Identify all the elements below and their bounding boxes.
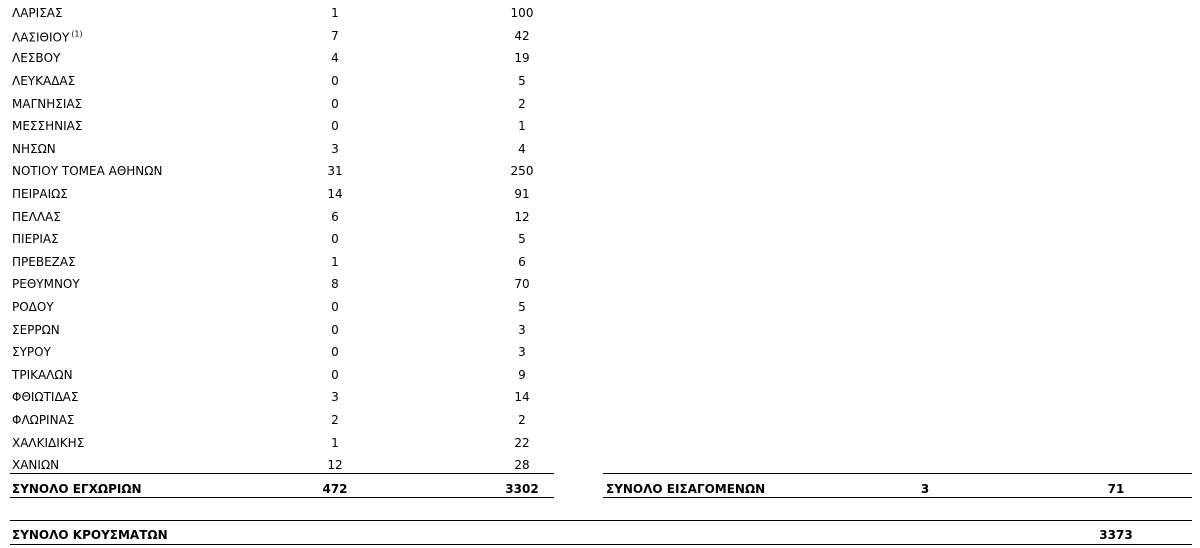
region-name-text: ΛΕΣΒΟΥ (12, 51, 61, 66)
region-cases: 1 (331, 254, 339, 269)
region-name-text: ΧΑΝΙΩΝ (12, 458, 60, 473)
region-cases: 0 (331, 322, 339, 337)
region-name (12, 255, 76, 269)
region-cases: 2 (331, 413, 339, 428)
imported-total-deaths: 71 (1107, 482, 1125, 496)
table-row (0, 138, 600, 161)
region-name-text: ΠΡΕΒΕΖΑΣ (12, 254, 76, 269)
region-deaths: 12 (514, 209, 530, 224)
region-name-text: ΜΑΓΝΗΣΙΑΣ (12, 96, 83, 111)
imported-total-bottom-rule (603, 497, 1192, 498)
table-row (0, 47, 600, 70)
table-row (0, 251, 600, 274)
domestic-total-bottom-rule (10, 497, 554, 498)
region-name-text: ΝΗΣΩΝ (12, 141, 56, 156)
table-row (0, 273, 600, 296)
region-name (12, 413, 74, 427)
table-row (0, 386, 600, 409)
region-cases: 8 (331, 277, 339, 292)
region-cases: 6 (331, 209, 339, 224)
region-name (12, 436, 84, 450)
region-cases: 3 (331, 390, 339, 405)
region-name-text: ΛΕΥΚΑΔΑΣ (12, 74, 76, 89)
region-deaths: 3 (518, 322, 526, 337)
region-name (12, 97, 82, 111)
table-row (0, 160, 600, 183)
table-row (0, 92, 600, 115)
region-deaths: 6 (518, 254, 526, 269)
region-deaths: 28 (514, 458, 530, 473)
region-name (12, 277, 80, 291)
region-cases: 0 (331, 300, 339, 315)
table-row (0, 296, 600, 319)
grand-total-top-rule (10, 520, 1192, 521)
region-deaths: 70 (514, 277, 530, 292)
region-name-text: ΣΥΡΟΥ (12, 345, 51, 360)
region-name (12, 210, 61, 224)
region-deaths: 250 (510, 164, 534, 179)
region-deaths: 5 (518, 74, 526, 89)
table-row (0, 183, 600, 206)
domestic-total-label: ΣΥΝΟΛΟ ΕΓΧΩΡΙΩΝ (12, 482, 142, 496)
region-name-text: ΧΑΛΚΙΔΙΚΗΣ (12, 435, 85, 450)
region-deaths: 4 (518, 141, 526, 156)
region-cases: 0 (331, 232, 339, 247)
grand-total-label: ΣΥΝΟΛΟ ΚΡΟΥΣΜΑΤΩΝ (12, 528, 168, 542)
imported-total-top-rule (603, 473, 1192, 474)
region-deaths: 91 (514, 187, 530, 202)
imported-total-label: ΣΥΝΟΛΟ ΕΙΣΑΓΟΜΕΝΩΝ (606, 482, 766, 496)
imported-total-cases: 3 (920, 482, 930, 496)
region-name-text: ΣΕΡΡΩΝ (12, 322, 60, 337)
region-name (12, 345, 51, 359)
region-cases: 0 (331, 345, 339, 360)
table-row (0, 228, 600, 251)
region-cases: 1 (331, 6, 339, 21)
footnote-marker: (1) (71, 29, 83, 39)
region-cases: 0 (331, 367, 339, 382)
table-row (0, 341, 600, 364)
region-cases: 7 (331, 28, 339, 43)
region-deaths: 3 (518, 345, 526, 360)
grand-total-value: 3373 (1099, 528, 1133, 542)
region-name (12, 51, 60, 65)
region-cases: 0 (331, 96, 339, 111)
region-name-text: ΜΕΣΣΗΝΙΑΣ (12, 119, 83, 134)
region-deaths: 14 (514, 390, 530, 405)
table-row (0, 115, 600, 138)
region-deaths: 9 (518, 367, 526, 382)
region-deaths: 5 (518, 300, 526, 315)
table-row (0, 25, 600, 48)
region-name (12, 119, 82, 133)
region-name (12, 232, 59, 246)
table-row (0, 205, 600, 228)
region-cases: 0 (331, 119, 339, 134)
region-deaths: 19 (514, 51, 530, 66)
domestic-total-deaths: 3302 (505, 482, 539, 496)
region-name-text: ΝΟΤΙΟΥ ΤΟΜΕΑ ΑΘΗΝΩΝ (12, 164, 163, 179)
domestic-total-cases: 472 (322, 482, 348, 496)
domestic-total-top-rule (10, 473, 554, 474)
region-name (12, 368, 73, 382)
region-name (12, 458, 59, 472)
region-name (12, 164, 162, 178)
region-name (12, 300, 54, 314)
region-name-text: ΠΙΕΡΙΑΣ (12, 232, 59, 247)
region-deaths: 1 (518, 119, 526, 134)
region-cases: 31 (327, 164, 343, 179)
region-cases: 12 (327, 458, 343, 473)
table-row (0, 431, 600, 454)
region-cases: 14 (327, 187, 343, 202)
region-cases: 3 (331, 141, 339, 156)
region-deaths: 5 (518, 232, 526, 247)
region-name (12, 390, 78, 404)
table-row (0, 2, 600, 25)
region-cases: 1 (331, 435, 339, 450)
region-name (12, 187, 68, 201)
grand-total-bottom-rule (10, 544, 1192, 545)
region-name-text: ΦΘΙΩΤΙΔΑΣ (12, 390, 79, 405)
region-deaths: 100 (510, 6, 534, 21)
table-row (0, 318, 600, 341)
region-deaths: 2 (518, 96, 526, 111)
region-name-text: ΠΕΙΡΑΙΩΣ (12, 187, 68, 202)
region-deaths: 2 (518, 413, 526, 428)
region-cases: 0 (331, 74, 339, 89)
region-name-text: ΤΡΙΚΑΛΩΝ (12, 367, 73, 382)
table-row (0, 70, 600, 93)
region-name (12, 323, 60, 337)
region-deaths: 22 (514, 435, 530, 450)
region-name (12, 142, 56, 156)
region-name-text: ΡΕΘΥΜΝΟΥ (12, 277, 80, 292)
region-name (12, 6, 63, 20)
table-row (0, 409, 600, 432)
region-name (12, 27, 83, 44)
region-name-text: ΛΑΣΙΘΙΟΥ (12, 30, 70, 45)
region-deaths: 42 (514, 28, 530, 43)
region-name-text: ΦΛΩΡΙΝΑΣ (12, 413, 75, 428)
region-name-text: ΡΟΔΟΥ (12, 300, 54, 315)
region-cases: 4 (331, 51, 339, 66)
region-name-text: ΛΑΡΙΣΑΣ (12, 6, 63, 21)
region-name (12, 74, 75, 88)
table-row (0, 364, 600, 387)
region-name-text: ΠΕΛΛΑΣ (12, 209, 61, 224)
